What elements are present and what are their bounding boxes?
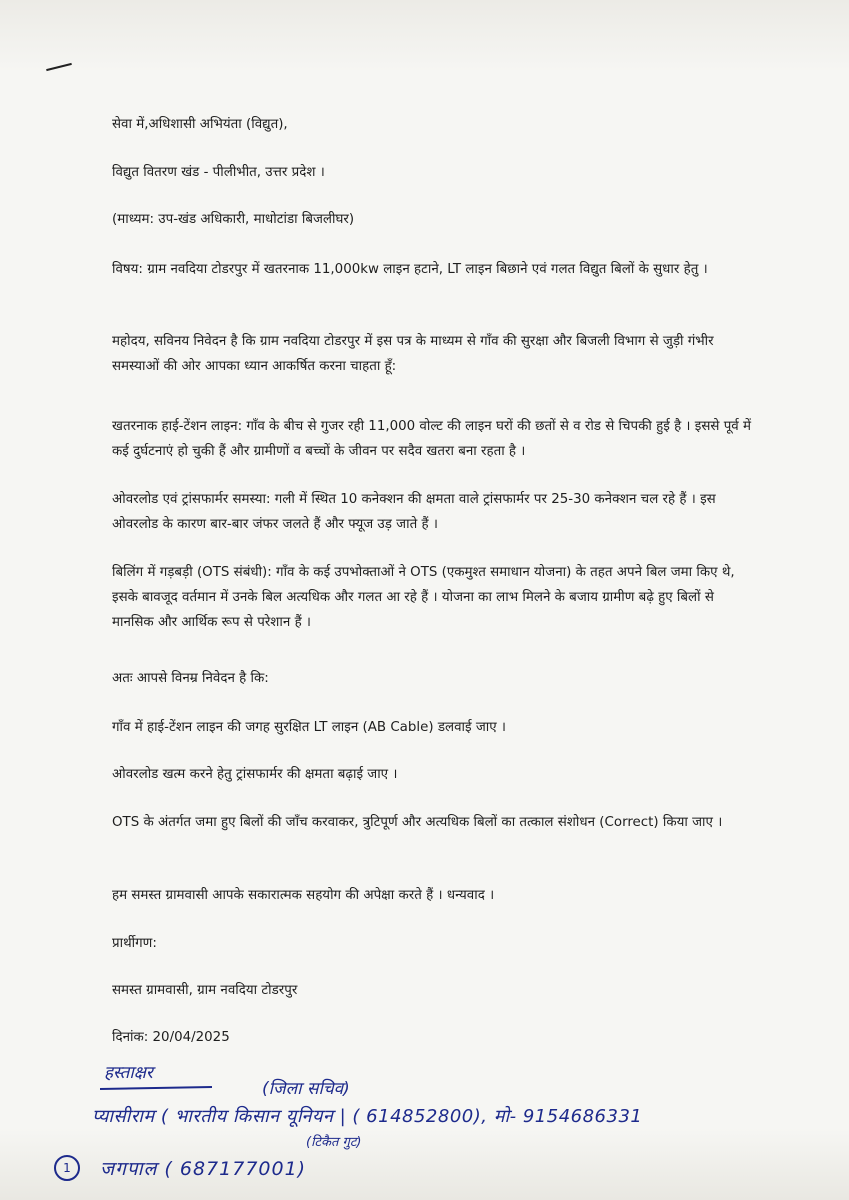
date-line: दिनांक: 20/04/2025 xyxy=(112,1030,230,1045)
issue-3-paragraph: बिलिंग में गड़बड़ी (OTS संबंधी): गाँव के कई उपभोक्ताओं ने OTS (एकमुश्त समाधान योजना) के तहत अपने बिल जमा किए थे, इसके बावजूद वर्तमान में उनके बिल अत्यधिक और गलत आ रहे हैं । योजना का लाभ मिलने के बजाय ग्रामीण बढ़े हुए बिलों से मानसिक और आर्थिक रूप से परेशान हैं । xyxy=(112,565,735,630)
issue-1-paragraph: खतरनाक हाई-टेंशन लाइन: गाँव के बीच से गुजर रही 11,000 वोल्ट की लाइन घरों की छतों से व रोड से चिपकी हुई है । इससे पूर्व में कई दुर्घटनाएं हो चुकी हैं और ग्रामीणों व बच्चों के जीवन पर सदैव खतरा बना रहता है । xyxy=(112,419,752,459)
applicants-line: समस्त ग्रामवासी, ग्राम नवदिया टोडरपुर xyxy=(112,983,298,998)
request-intro: अतः आपसे विनम्र निवेदन है कि: xyxy=(112,671,269,686)
address-line-1: सेवा में,अधिशासी अभियंता (विद्युत), xyxy=(112,117,288,132)
handwritten-signer-1: प्यासीराम ( भारतीय किसान यूनियन | ( 614852800), मो- 9154686331 xyxy=(92,1106,643,1127)
request-1: गाँव में हाई-टेंशन लाइन की जगह सुरक्षित LT लाइन (AB Cable) डलवाई जाए । xyxy=(112,720,506,735)
circled-number-mark: 1 xyxy=(54,1155,80,1181)
subject-paragraph: विषय: ग्राम नवदिया टोडरपुर में खतरनाक 11,000kw लाइन हटाने, LT लाइन बिछाने एवं गलत विद्युत बिलों के सुधार हेतु । xyxy=(112,262,708,277)
handwritten-union-note: (टिकैत गुट) xyxy=(306,1135,362,1150)
request-2: ओवरलोड खत्म करने हेतु ट्रांसफार्मर की क्षमता बढ़ाई जाए । xyxy=(112,767,398,782)
issue-2-paragraph: ओवरलोड एवं ट्रांसफार्मर समस्या: गली में स्थित 10 कनेक्शन की क्षमता वाले ट्रांसफार्मर पर 25-30 कनेक्शन चल रहे हैं । इस ओवरलोड के कारण बार-बार जंफर जलते हैं और फ्यूज उड़ जाते हैं । xyxy=(112,492,716,532)
handwritten-signer-2: जगपाल ( 687177001) xyxy=(100,1158,307,1180)
request-3: OTS के अंतर्गत जमा हुए बिलों की जाँच करवाकर, त्रुटिपूर्ण और अत्यधिक बिलों का तत्काल संशोधन (Correct) किया जाए । xyxy=(112,815,723,830)
greeting-paragraph: महोदय, सविनय निवेदन है कि ग्राम नवदिया टोडरपुर में इस पत्र के माध्यम से गाँव की सुरक्षा और बिजली विभाग से जुड़ी गंभीर समस्याओं की ओर आपका ध्यान आकर्षित करना चाहता हूँ: xyxy=(112,334,714,374)
handwritten-signature-label: हस्ताक्षर xyxy=(104,1063,153,1083)
closing-line: हम समस्त ग्रामवासी आपके सकारात्मक सहयोग की अपेक्षा करते हैं । धन्यवाद । xyxy=(112,888,495,903)
address-line-2: विद्युत वितरण खंड - पीलीभीत, उत्तर प्रदेश । xyxy=(112,165,325,180)
handwritten-designation: (जिला सचिव) xyxy=(262,1079,350,1099)
applicant-label: प्रार्थीगण: xyxy=(112,936,157,951)
via-line: (माध्यम: उप-खंड अधिकारी, माधोटांडा बिजलीघर) xyxy=(112,212,355,227)
